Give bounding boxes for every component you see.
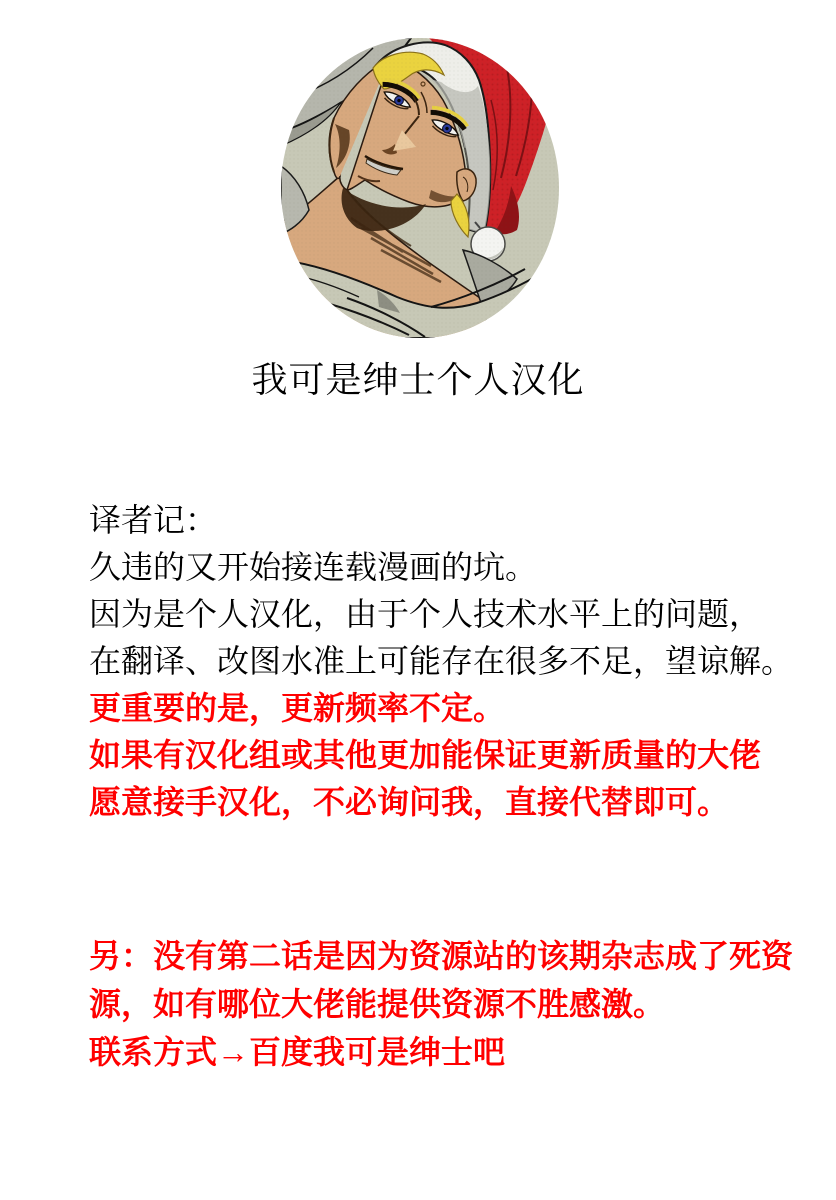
note-line: 因为是个人汉化，由于个人技术水平上的问题， xyxy=(89,596,762,632)
note-line: 久违的又开始接连载漫画的坑。 xyxy=(89,549,538,585)
note-line-red: 更重要的是，更新频率不定。 xyxy=(89,690,506,726)
note-line-red: 愿意接手汉化，不必询问我，直接代替即可。 xyxy=(89,784,730,820)
note-line: 译者记： xyxy=(89,502,218,538)
postscript xyxy=(89,932,819,1076)
translator-note xyxy=(89,497,819,826)
santa-hat-character-avatar xyxy=(281,38,559,338)
postscript-line: 另：没有第二话是因为资源站的该期杂志成了死资 xyxy=(89,938,794,974)
note-line-red: 如果有汉化组或其他更加能保证更新质量的大佬 xyxy=(89,737,762,773)
note-line: 在翻译、改图水准上可能存在很多不足，望谅解。 xyxy=(89,643,794,679)
postscript-line: 源，如有哪位大佬能提供资源不胜感激。 xyxy=(89,986,666,1022)
avatar-illustration xyxy=(281,38,559,338)
page-title: 我可是绅士个人汉化 xyxy=(251,359,585,400)
halftone-texture xyxy=(281,38,559,338)
postscript-line: 联系方式→百度我可是绅士吧 xyxy=(89,1034,506,1070)
